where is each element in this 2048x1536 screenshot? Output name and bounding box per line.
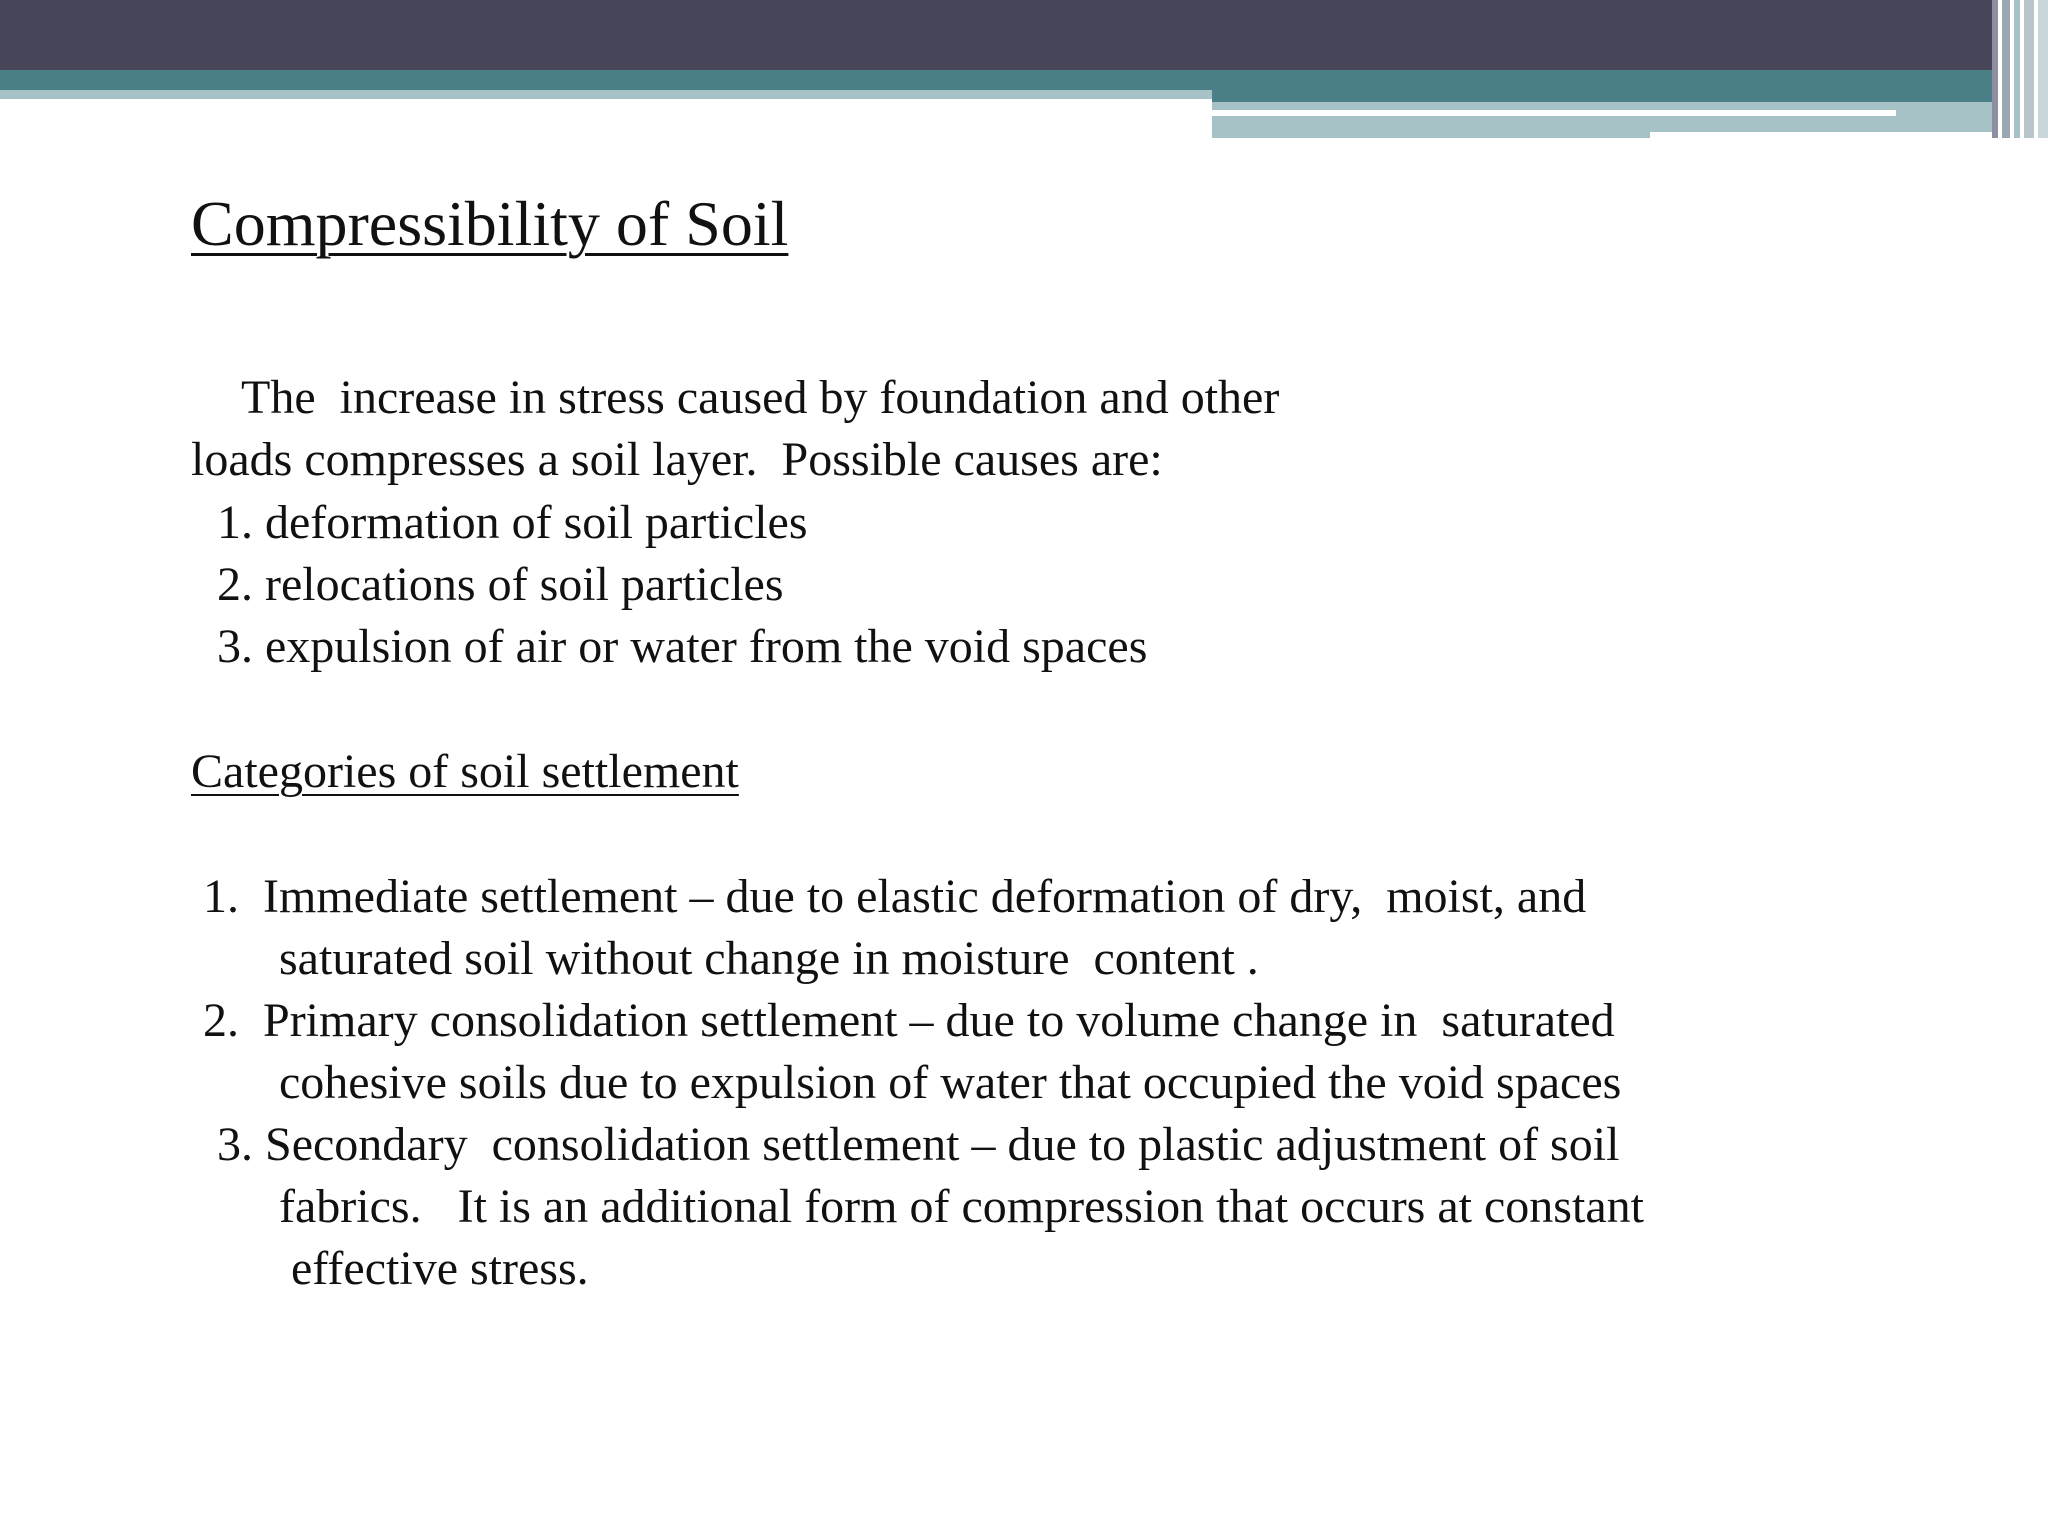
slide-title: Compressibility of Soil: [191, 188, 789, 259]
category-continuation: fabrics. It is an additional form of compression that occurs at constant: [279, 1180, 1644, 1233]
header-band-teal-right: [1212, 90, 2048, 102]
intro-line-1: The increase in stress caused by foundation and other: [241, 371, 1280, 424]
header-band-white-line: [1212, 110, 1896, 116]
intro-line-2: loads compresses a soil layer. Possible causes are:: [191, 433, 1163, 486]
header-band-white-notch: [1650, 132, 2010, 140]
category-item: [191, 1114, 1991, 1300]
slide-content: [191, 172, 1991, 1300]
categories-heading: Categories of soil settlement: [191, 745, 739, 798]
cause-item: 1. deformation of soil particles: [217, 496, 808, 549]
header-band-light-left: [0, 90, 1212, 99]
category-continuation: effective stress.: [291, 1242, 589, 1295]
category-continuation: saturated soil without change in moisture content .: [279, 932, 1259, 985]
category-line: 1. Immediate settlement – due to elastic deformation of dry, moist, and: [203, 870, 1587, 923]
category-line: 3. Secondary consolidation settlement – due to plastic adjustment of soil: [217, 1118, 1620, 1171]
category-continuation: cohesive soils due to expulsion of water that occupied the void spaces: [279, 1056, 1622, 1109]
categories-list: [191, 866, 1991, 1300]
category-item: [191, 990, 1991, 1114]
slide-body: [191, 366, 1991, 1300]
header-edge-stripes: [1992, 0, 2048, 138]
category-line: 2. Primary consolidation settlement – due to volume change in saturated: [203, 994, 1615, 1047]
header-band-teal: [0, 70, 2048, 90]
header-band-dark: [0, 0, 2048, 70]
cause-item: 2. relocations of soil particles: [217, 558, 784, 611]
category-item: [191, 866, 1991, 990]
cause-item: 3. expulsion of air or water from the void spaces: [217, 620, 1148, 673]
